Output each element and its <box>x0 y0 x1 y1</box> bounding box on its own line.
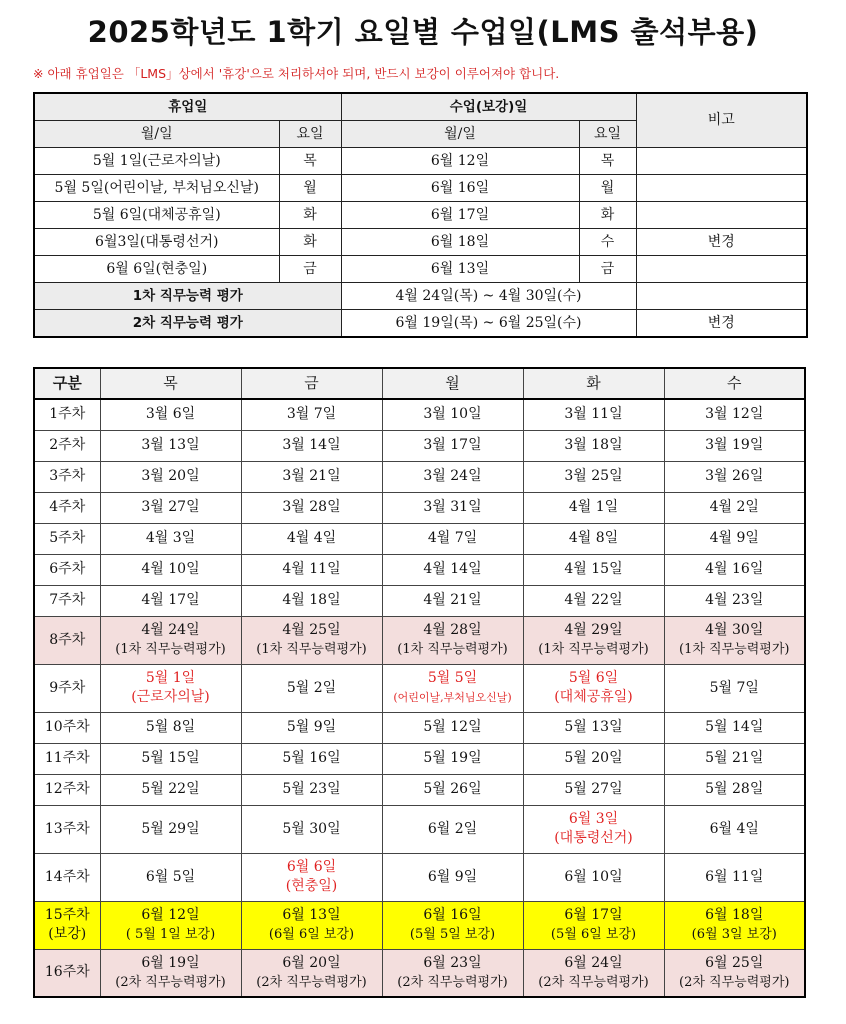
day-cell <box>100 805 241 853</box>
week-label <box>34 901 100 949</box>
class-date: 3월 31일 <box>423 499 482 515</box>
day-cell <box>664 461 805 492</box>
class-date-note: (어린이날,부처님오신날) <box>393 691 512 704</box>
class-date-note: (5월 5일 보강) <box>409 927 496 942</box>
class-date-note: (1차 직무능력평가) <box>679 642 790 657</box>
day-cell <box>664 492 805 523</box>
week-row <box>34 901 805 949</box>
week-row <box>34 399 805 430</box>
weekly-schedule-table <box>33 367 806 998</box>
day-cell <box>100 399 241 430</box>
day-cell <box>523 399 664 430</box>
day-cell <box>241 585 382 616</box>
day-cell <box>523 743 664 774</box>
class-date-note: (대체공휴일) <box>554 689 633 705</box>
week-number: 8주차 <box>49 631 86 648</box>
week-label <box>34 743 100 774</box>
holiday-date-cell: 6월3일(대통령선거) <box>34 229 279 256</box>
weekday-column-header: 목 <box>100 368 241 399</box>
day-cell <box>241 743 382 774</box>
holiday-group-header: 휴업일 <box>34 93 341 121</box>
class-date-cell: 6월 13일 <box>341 256 579 283</box>
evaluation-rows <box>34 283 807 338</box>
day-cell <box>664 430 805 461</box>
day-cell <box>523 430 664 461</box>
class-date: 3월 17일 <box>423 437 482 453</box>
evaluation-note <box>636 283 807 310</box>
holiday-row <box>34 175 807 202</box>
class-date: 6월 16일 <box>423 907 482 923</box>
evaluation-note: 변경 <box>636 310 807 338</box>
class-date: 6월 3일 <box>568 811 619 827</box>
class-weekday-header: 요일 <box>579 121 636 148</box>
class-date: 4월 30일 <box>705 622 764 638</box>
class-date: 4월 14일 <box>423 561 482 577</box>
day-cell <box>241 492 382 523</box>
day-cell <box>100 461 241 492</box>
day-cell <box>664 523 805 554</box>
day-cell <box>382 743 523 774</box>
class-date: 3월 6일 <box>145 406 196 423</box>
week-row <box>34 774 805 805</box>
week-label <box>34 430 100 461</box>
class-date-note: (2차 직무능력평가) <box>115 974 226 990</box>
day-cell <box>664 399 805 430</box>
class-date: 5월 29일 <box>141 820 200 837</box>
day-cell <box>382 616 523 664</box>
week-label <box>34 399 100 430</box>
class-date: 5월 13일 <box>564 719 623 735</box>
day-cell <box>241 399 382 430</box>
holiday-weekday-cell: 금 <box>279 256 341 283</box>
holiday-date-cell: 5월 5일(어린이날, 부처님오신날) <box>34 175 279 202</box>
class-date: 6월 19일 <box>141 954 200 971</box>
holiday-date-cell: 6월 6일(현충일) <box>34 256 279 283</box>
schedule-body <box>34 399 805 997</box>
class-date: 6월 25일 <box>705 954 764 971</box>
class-date: 5월 7일 <box>709 679 759 696</box>
day-cell <box>241 523 382 554</box>
week-number: 16주차 <box>44 964 90 981</box>
class-date: 4월 21일 <box>423 592 482 608</box>
week-row <box>34 430 805 461</box>
day-cell <box>664 616 805 664</box>
holiday-row <box>34 202 807 229</box>
class-date-note: (1차 직무능력평가) <box>397 642 508 657</box>
class-date-note: (현충일) <box>285 878 338 894</box>
week-number: 13주차 <box>44 820 90 837</box>
class-date: 3월 24일 <box>423 468 482 484</box>
class-date: 3월 25일 <box>564 468 623 484</box>
class-date: 6월 10일 <box>564 868 623 885</box>
day-cell <box>523 664 664 712</box>
class-date: 6월 18일 <box>705 907 764 923</box>
day-cell <box>523 774 664 805</box>
class-date: 3월 18일 <box>564 437 623 453</box>
class-date: 4월 4일 <box>286 530 337 546</box>
note-cell <box>636 175 807 202</box>
evaluation-period: 6월 19일(목) ~ 6월 25일(수) <box>341 310 636 338</box>
day-cell <box>523 712 664 743</box>
evaluation-period: 4월 24일(목) ~ 4월 30일(수) <box>341 283 636 310</box>
day-cell <box>241 664 382 712</box>
evaluation-row <box>34 310 807 338</box>
day-cell <box>100 492 241 523</box>
day-cell <box>241 712 382 743</box>
week-row <box>34 616 805 664</box>
class-weekday-cell: 월 <box>579 175 636 202</box>
holiday-weekday-cell: 월 <box>279 175 341 202</box>
class-date: 6월 12일 <box>141 907 200 923</box>
week-label <box>34 616 100 664</box>
class-date-note: (2차 직무능력평가) <box>679 974 790 990</box>
day-cell <box>523 901 664 949</box>
class-date: 5월 26일 <box>423 781 482 797</box>
week-row <box>34 949 805 997</box>
day-cell <box>523 461 664 492</box>
class-date: 3월 10일 <box>423 406 482 423</box>
note-cell: 변경 <box>636 229 807 256</box>
day-cell <box>523 585 664 616</box>
class-date: 5월 20일 <box>564 750 623 766</box>
week-label <box>34 585 100 616</box>
day-cell <box>100 712 241 743</box>
class-date-note: (근로자의날) <box>131 689 210 705</box>
day-cell <box>241 949 382 997</box>
evaluation-label: 1차 직무능력 평가 <box>34 283 341 310</box>
weekday-column-header: 금 <box>241 368 382 399</box>
week-number: 5주차 <box>49 530 86 546</box>
class-date: 4월 24일 <box>141 622 200 638</box>
class-date: 4월 23일 <box>705 592 764 608</box>
holiday-date-cell: 5월 1일(근로자의날) <box>34 148 279 175</box>
week-label <box>34 523 100 554</box>
day-cell <box>382 399 523 430</box>
week-number: 9주차 <box>49 679 86 696</box>
week-label <box>34 774 100 805</box>
class-date: 5월 30일 <box>282 820 341 837</box>
day-cell <box>382 461 523 492</box>
class-date-note: (2차 직무능력평가) <box>397 974 508 990</box>
day-cell <box>523 805 664 853</box>
week-number: 12주차 <box>44 781 90 797</box>
class-date-note: (6월 6일 보강) <box>268 927 355 942</box>
weekday-column-header: 화 <box>523 368 664 399</box>
day-cell <box>523 554 664 585</box>
class-date: 4월 9일 <box>709 530 759 546</box>
day-cell <box>382 949 523 997</box>
day-cell <box>241 901 382 949</box>
class-date: 3월 19일 <box>705 437 764 453</box>
class-date: 3월 26일 <box>705 468 764 484</box>
class-date: 5월 27일 <box>564 781 623 797</box>
day-cell <box>382 712 523 743</box>
holiday-weekday-cell: 화 <box>279 229 341 256</box>
holiday-weekday-header: 요일 <box>279 121 341 148</box>
day-cell <box>523 492 664 523</box>
note-cell <box>636 256 807 283</box>
class-date: 6월 20일 <box>282 954 341 971</box>
week-row <box>34 585 805 616</box>
holiday-makeup-table <box>33 92 808 338</box>
class-date: 3월 28일 <box>282 499 341 515</box>
week-row <box>34 523 805 554</box>
week-row <box>34 712 805 743</box>
class-date-note: ( 5월 1일 보강) <box>125 927 216 942</box>
day-cell <box>241 616 382 664</box>
weekday-column-header: 수 <box>664 368 805 399</box>
day-cell <box>100 664 241 712</box>
day-cell <box>100 743 241 774</box>
class-date-note: (대통령선거) <box>554 830 633 846</box>
class-date: 3월 14일 <box>282 437 341 453</box>
day-cell <box>100 554 241 585</box>
class-date: 6월 11일 <box>705 868 764 885</box>
day-cell <box>241 554 382 585</box>
holiday-weekday-cell: 화 <box>279 202 341 229</box>
class-date-cell: 6월 12일 <box>341 148 579 175</box>
day-cell <box>664 949 805 997</box>
week-row <box>34 461 805 492</box>
evaluation-label: 2차 직무능력 평가 <box>34 310 341 338</box>
class-date: 6월 17일 <box>564 907 623 923</box>
class-date: 3월 13일 <box>141 437 200 453</box>
day-cell <box>523 949 664 997</box>
week-row <box>34 664 805 712</box>
class-date: 6월 13일 <box>282 907 341 923</box>
class-date: 6월 5일 <box>145 868 196 885</box>
class-date: 4월 16일 <box>705 561 764 577</box>
class-date: 4월 25일 <box>282 622 341 638</box>
class-date: 3월 20일 <box>141 468 200 484</box>
week-number: 11주차 <box>44 750 90 766</box>
week-number: 1주차 <box>49 406 86 423</box>
holiday-row <box>34 148 807 175</box>
holiday-row <box>34 229 807 256</box>
class-date: 6월 6일 <box>286 859 337 875</box>
day-cell <box>241 805 382 853</box>
class-date: 6월 2일 <box>427 820 478 837</box>
week-row <box>34 743 805 774</box>
class-weekday-cell: 목 <box>579 148 636 175</box>
class-date: 3월 7일 <box>286 406 337 423</box>
class-date: 4월 8일 <box>568 530 619 546</box>
day-cell <box>382 664 523 712</box>
class-weekday-cell: 수 <box>579 229 636 256</box>
class-date: 4월 22일 <box>564 592 623 608</box>
day-cell <box>100 901 241 949</box>
day-cell <box>241 853 382 901</box>
day-cell <box>382 554 523 585</box>
class-date: 4월 1일 <box>568 499 619 515</box>
class-date: 5월 28일 <box>705 781 764 797</box>
class-date-cell: 6월 18일 <box>341 229 579 256</box>
day-cell <box>100 585 241 616</box>
week-row <box>34 554 805 585</box>
class-date: 3월 12일 <box>705 406 764 423</box>
day-cell <box>382 523 523 554</box>
class-date: 3월 21일 <box>282 468 341 484</box>
week-row <box>34 805 805 853</box>
class-date: 5월 19일 <box>423 750 482 766</box>
class-date-note: (2차 직무능력평가) <box>538 974 649 990</box>
week-number: 2주차 <box>49 437 86 453</box>
class-date: 5월 21일 <box>705 750 764 766</box>
day-cell <box>664 774 805 805</box>
note-cell <box>636 202 807 229</box>
day-cell <box>100 774 241 805</box>
note-header: 비고 <box>636 93 807 148</box>
class-date: 5월 8일 <box>145 719 196 735</box>
weekday-column-header: 월 <box>382 368 523 399</box>
day-cell <box>382 901 523 949</box>
note-cell <box>636 148 807 175</box>
day-cell <box>382 853 523 901</box>
week-label <box>34 949 100 997</box>
week-label <box>34 664 100 712</box>
day-cell <box>664 901 805 949</box>
day-cell <box>382 430 523 461</box>
day-cell <box>100 616 241 664</box>
holiday-weekday-cell: 목 <box>279 148 341 175</box>
class-date: 5월 16일 <box>282 750 341 766</box>
class-weekday-cell: 화 <box>579 202 636 229</box>
day-cell <box>664 664 805 712</box>
class-date-note: (1차 직무능력평가) <box>538 642 649 657</box>
holiday-date-cell: 5월 6일(대체공휴일) <box>34 202 279 229</box>
class-date: 6월 4일 <box>709 820 759 837</box>
class-date-cell: 6월 17일 <box>341 202 579 229</box>
holiday-row <box>34 256 807 283</box>
day-cell <box>100 523 241 554</box>
class-date-header: 월/일 <box>341 121 579 148</box>
class-date: 3월 27일 <box>141 499 200 515</box>
day-cell <box>382 585 523 616</box>
day-cell <box>523 616 664 664</box>
class-date: 4월 10일 <box>141 561 200 577</box>
week-number: 3주차 <box>49 468 86 484</box>
week-number: 10주차 <box>44 719 90 735</box>
week-number: 15주차 <box>44 907 90 923</box>
holiday-rows <box>34 148 807 283</box>
day-cell <box>100 949 241 997</box>
week-label <box>34 853 100 901</box>
class-date: 4월 15일 <box>564 561 623 577</box>
week-row <box>34 492 805 523</box>
class-date-cell: 6월 16일 <box>341 175 579 202</box>
week-number: 6주차 <box>49 561 86 577</box>
class-date: 4월 18일 <box>282 592 341 608</box>
day-cell <box>241 774 382 805</box>
class-date: 6월 24일 <box>564 954 623 971</box>
class-day-group-header: 수업(보강)일 <box>341 93 636 121</box>
day-cell <box>241 430 382 461</box>
day-cell <box>382 774 523 805</box>
class-date: 5월 15일 <box>141 750 200 766</box>
day-cell <box>664 743 805 774</box>
class-date-note: (5월 6일 보강) <box>550 927 637 942</box>
class-date-note: (6월 3일 보강) <box>691 927 777 942</box>
day-cell <box>382 492 523 523</box>
evaluation-row <box>34 283 807 310</box>
week-number: 14주차 <box>44 868 90 885</box>
week-label <box>34 492 100 523</box>
day-cell <box>664 712 805 743</box>
week-number: 7주차 <box>49 592 86 608</box>
holiday-date-header: 월/일 <box>34 121 279 148</box>
class-date: 5월 5일 <box>427 670 478 686</box>
day-cell <box>664 554 805 585</box>
class-date: 6월 23일 <box>423 954 482 971</box>
class-date: 4월 7일 <box>427 530 478 546</box>
class-date: 4월 11일 <box>282 561 341 577</box>
day-cell <box>523 523 664 554</box>
class-date: 4월 2일 <box>709 499 759 515</box>
day-cell <box>664 853 805 901</box>
week-label <box>34 461 100 492</box>
class-date: 4월 17일 <box>141 592 200 608</box>
class-date: 5월 12일 <box>423 719 482 735</box>
week-sub-label: (보강) <box>48 926 87 942</box>
class-date: 5월 22일 <box>141 781 200 797</box>
class-date: 5월 6일 <box>568 670 619 686</box>
class-date: 3월 11일 <box>564 406 623 423</box>
week-label <box>34 712 100 743</box>
class-date-note: (2차 직무능력평가) <box>256 974 367 990</box>
day-cell <box>100 430 241 461</box>
class-date: 5월 23일 <box>282 781 341 797</box>
class-date: 4월 28일 <box>423 622 482 638</box>
class-date: 5월 1일 <box>145 670 196 686</box>
class-date: 5월 14일 <box>705 719 764 735</box>
week-label <box>34 805 100 853</box>
class-date-note: (1차 직무능력평가) <box>115 642 226 657</box>
day-cell <box>664 805 805 853</box>
week-label <box>34 554 100 585</box>
class-date: 5월 9일 <box>286 719 337 735</box>
day-cell <box>241 461 382 492</box>
lms-notice: ※ 아래 휴업일은 「LMS」상에서 '휴강'으로 처리하셔야 되며, 반드시 보강이 이루어져야 합니다. <box>33 66 560 81</box>
schedule-header-row <box>34 368 805 399</box>
day-cell <box>100 853 241 901</box>
class-date: 6월 9일 <box>427 868 478 885</box>
page-title: 2025학년도 1학기 요일별 수업일(LMS 출석부용) <box>87 15 759 49</box>
class-date: 4월 29일 <box>564 622 623 638</box>
class-weekday-cell: 금 <box>579 256 636 283</box>
week-column-header: 구분 <box>34 368 100 399</box>
week-number: 4주차 <box>49 499 86 515</box>
class-date: 4월 3일 <box>145 530 196 546</box>
day-cell <box>382 805 523 853</box>
day-cell <box>664 585 805 616</box>
class-date-note: (1차 직무능력평가) <box>256 642 367 657</box>
class-date: 5월 2일 <box>286 679 337 696</box>
day-cell <box>523 853 664 901</box>
week-row <box>34 853 805 901</box>
